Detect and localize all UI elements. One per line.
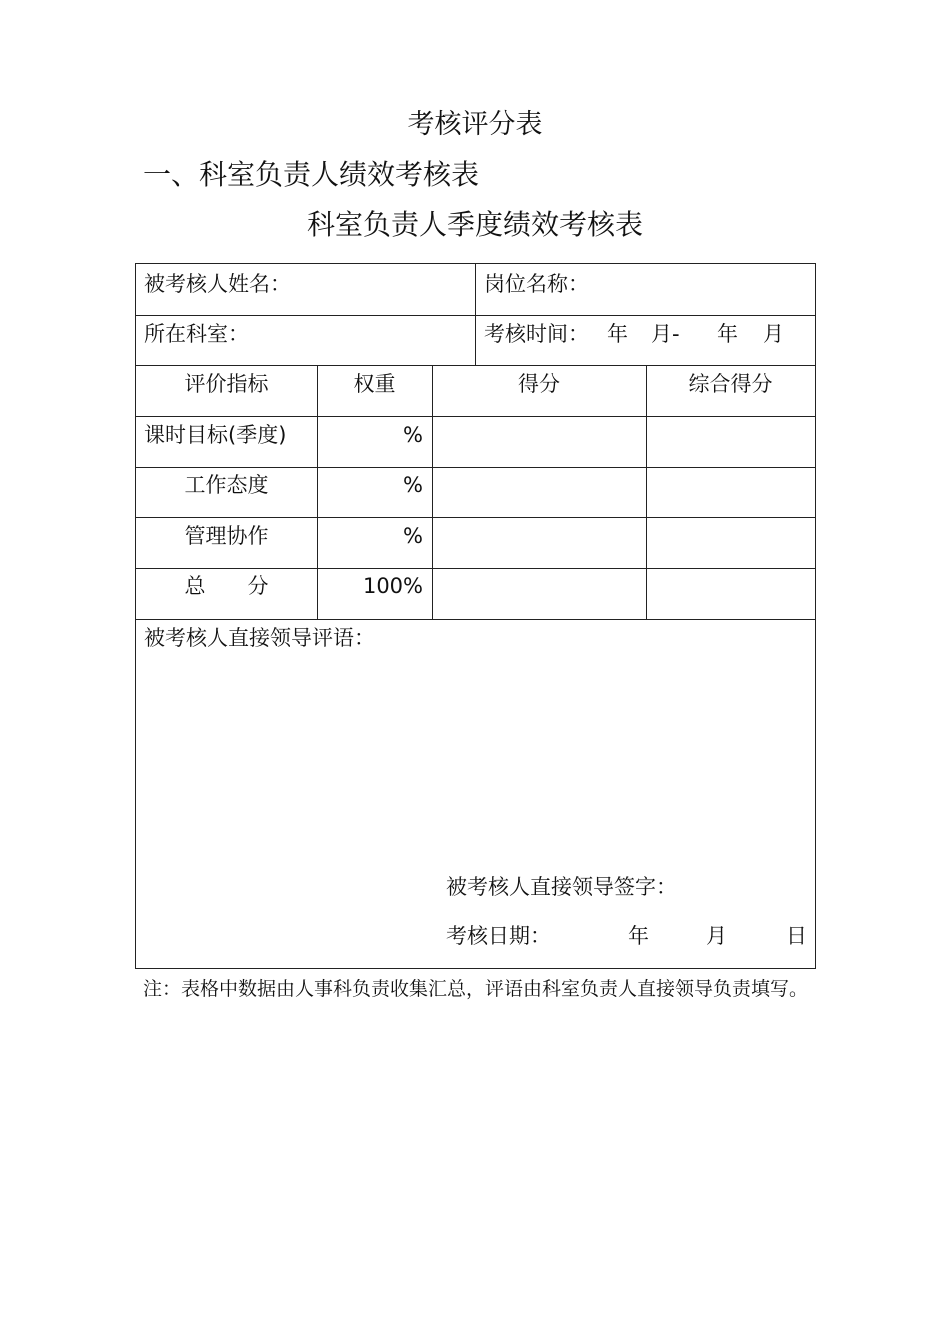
- row-divider: [136, 467, 815, 468]
- column-divider: [646, 365, 647, 619]
- date-year: 年: [628, 924, 649, 948]
- indicator-cell: 总 分: [184, 574, 269, 598]
- row-divider: [136, 619, 815, 620]
- column-divider: [432, 365, 433, 619]
- section-title: 一、科室负责人绩效考核表: [143, 158, 480, 191]
- row-divider: [136, 517, 815, 518]
- weight-cell: 100%: [362, 574, 423, 598]
- row-divider: [136, 416, 815, 417]
- name-label: 被考核人姓名：: [144, 272, 291, 296]
- date-label: 考核日期：: [446, 924, 551, 948]
- position-label: 岗位名称：: [484, 272, 589, 296]
- period-month-1: 月-: [651, 322, 680, 346]
- page-title: 考核评分表: [407, 109, 543, 140]
- column-header-indicator: 评价指标: [184, 372, 269, 396]
- column-header-weight: 权重: [353, 372, 396, 396]
- department-label: 所在科室：: [144, 322, 249, 346]
- date-month: 月: [706, 924, 727, 948]
- signature-label: 被考核人直接领导签字：: [446, 875, 677, 899]
- footnote: 注：表格中数据由人事科负责收集汇总，评语由科室负责人直接领导负责填写。: [143, 978, 809, 1000]
- date-day: 日: [786, 924, 807, 948]
- column-header-total-score: 综合得分: [688, 372, 773, 396]
- period-label: 考核时间：: [484, 322, 589, 346]
- indicator-cell: 管理协作: [184, 524, 269, 548]
- row-divider: [136, 365, 815, 366]
- table-title: 科室负责人季度绩效考核表: [306, 208, 643, 241]
- weight-cell: %: [403, 423, 423, 447]
- weight-cell: %: [403, 473, 423, 497]
- period-year-2: 年: [717, 322, 738, 346]
- evaluation-form: [135, 263, 816, 969]
- comment-label: 被考核人直接领导评语：: [144, 626, 375, 650]
- indicator-cell: 工作态度: [184, 473, 269, 497]
- column-header-score: 得分: [518, 372, 560, 396]
- indicator-cell: 课时目标(季度): [144, 423, 287, 447]
- weight-cell: %: [403, 524, 423, 548]
- period-month-2: 月: [763, 322, 784, 346]
- row-divider: [136, 568, 815, 569]
- period-year-1: 年: [607, 322, 628, 346]
- column-divider: [475, 264, 476, 365]
